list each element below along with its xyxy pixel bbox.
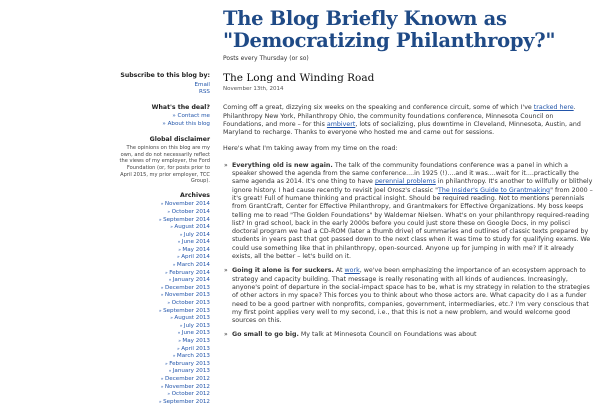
archives-section <box>118 192 210 407</box>
ambivert-link[interactable]: ambivert <box>326 120 356 128</box>
archive-link[interactable]: » September 2013 <box>158 307 210 314</box>
subscribe-heading: Subscribe to this blog by: <box>120 72 210 79</box>
archive-bullet-icon: » <box>165 270 170 276</box>
archive-link[interactable]: » July 2013 <box>179 322 210 329</box>
post-takeaways-list <box>223 162 593 340</box>
contact-me-link[interactable]: » Contact me <box>172 113 210 120</box>
subscribe-section <box>118 72 210 97</box>
work-link[interactable]: work <box>344 267 360 275</box>
main-content <box>223 72 593 346</box>
archive-bullet-icon: » <box>178 339 183 344</box>
subscribe-rss-link[interactable]: RSS <box>199 89 210 96</box>
archive-bullet-icon: » <box>167 209 172 215</box>
archive-link[interactable]: » July 2014 <box>179 231 210 238</box>
archive-link[interactable]: » September 2014 <box>158 216 210 223</box>
archive-link[interactable]: » August 2013 <box>170 315 210 322</box>
archive-link[interactable]: » November 2013 <box>160 292 210 299</box>
blog-title[interactable]: The Blog Briefly Known as "Democratizing Philanthropy?" <box>223 7 556 52</box>
archive-link[interactable]: » September 2012 <box>158 398 210 405</box>
archive-bullet-icon: » <box>167 392 172 398</box>
archive-link[interactable]: » May 2014 <box>178 246 210 253</box>
archive-link[interactable]: » April 2014 <box>177 254 210 261</box>
archive-bullet-icon: » <box>168 278 173 284</box>
archive-bullet-icon: » <box>170 316 175 322</box>
archive-bullet-icon: » <box>158 217 164 223</box>
archive-bullet-icon: » <box>160 384 165 390</box>
archive-link[interactable]: » March 2013 <box>172 353 210 360</box>
archive-link[interactable]: » December 2012 <box>160 375 210 382</box>
archive-bullet-icon: » <box>179 323 184 329</box>
archive-bullet-icon: » <box>172 354 177 360</box>
archive-link[interactable]: » August 2014 <box>170 224 210 231</box>
disclaimer-section <box>118 136 210 185</box>
archive-link[interactable]: » February 2014 <box>165 269 210 276</box>
perennial-problems-link[interactable]: perennial problems <box>374 178 436 186</box>
archive-link[interactable]: » February 2013 <box>165 360 210 367</box>
post-lead: Here's what I'm taking away from my time on the road: <box>223 145 398 153</box>
archive-link[interactable]: » January 2013 <box>168 368 210 375</box>
blog-header <box>223 8 593 62</box>
archives-list <box>118 201 210 406</box>
archive-link[interactable]: » November 2014 <box>160 201 210 208</box>
archive-link[interactable]: » October 2014 <box>167 208 210 215</box>
archive-bullet-icon: » <box>160 202 165 208</box>
post-date: November 13th, 2014 <box>223 86 284 92</box>
subscribe-email-link[interactable]: Email <box>194 81 210 88</box>
about-this-blog-link[interactable]: » About this blog <box>162 120 210 127</box>
tracked-here-link[interactable]: tracked here <box>533 104 574 112</box>
archive-link[interactable]: » June 2013 <box>177 330 210 337</box>
archive-bullet-icon: » <box>177 255 182 261</box>
list-item: » Everything old is new again. The talk of the community foundations conference was a panel in which a speaker showed the agenda from the same conference....in 1925 (!)....and it was....wait for it....practically the same agenda as 2014. It's one thing to have perennial problems in philanthropy. It's another to willfully or blithely ignore history. I had cause recently to revisit Joel Orosz's classic "The Insider's Guide to Grantmaking" from 2000 – it's great! Full of humane thinking and practical insight. Should be required reading. Not to mentions perennials from GrantCraft, Center for Effective Philanthropy, and Grantmakers for Effective Organizations. My boss keeps telling me to read "The Golden Foundations" by Waldemar Nielsen. What's on your philanthropy required-reading list? In grad school, back in the early 2000s before you could just store these on Google Docs, in my polisci doctoral program we had a CD-ROM (later a thumb drive) of summaries and outlines of classic texts prepared by students in years past that got passed down to the next class when it was time to study for qualifying exams. We could use something like that in philanthropy, open-sourced. Anyone up for jumping in with me? If it already exists, all the better – let's build on it. <box>223 162 593 262</box>
archive-bullet-icon: » <box>179 232 184 238</box>
archive-bullet-icon: » <box>158 399 164 405</box>
archive-link[interactable]: » May 2013 <box>178 338 210 344</box>
archive-bullet-icon: » <box>178 247 183 253</box>
archive-link[interactable]: » March 2014 <box>172 262 210 269</box>
whats-the-deal-section <box>118 104 210 129</box>
archive-bullet-icon: » <box>177 240 182 246</box>
archive-bullet-icon: » <box>177 331 182 337</box>
archive-link[interactable]: » June 2014 <box>177 239 210 246</box>
disclaimer-heading: Global disclaimer <box>149 135 210 143</box>
archive-bullet-icon: » <box>168 369 173 375</box>
archive-bullet-icon: » <box>167 301 172 307</box>
archive-bullet-icon: » <box>170 225 175 231</box>
archive-link[interactable]: » January 2014 <box>168 277 210 284</box>
blog-description: Posts every Thursday (or so) <box>223 55 309 62</box>
archive-link[interactable]: » December 2013 <box>160 284 210 291</box>
archive-bullet-icon: » <box>160 376 165 382</box>
list-item: » Going it alone is for suckers. At work, we've been emphasizing the importance of an ecosystem approach to strategy and capacity building. That message is really resonating with all kinds of audiences. Increasingly, anyone's point of departure in the social-impact space has to be, what is my strategy in relation to the strategies of other actors in my space? This forces you to think about who those actors are. What capacity do I as a funder need to be a good partner with nonprofits, companies, government, intermediaries, etc.? I'm very conscious that my first point applies very well to my second, i.e., that this is not a new problem, and would welcome good sources on this. <box>223 267 593 325</box>
archive-link[interactable]: » October 2013 <box>167 300 210 307</box>
archive-bullet-icon: » <box>172 263 177 269</box>
archive-bullet-icon: » <box>160 285 165 291</box>
archive-link[interactable]: » April 2013 <box>177 345 210 352</box>
sidebar <box>118 72 210 413</box>
post-intro: Coming off a great, dizzying six weeks on the speaking and conference circuit, some of which I've tracked here. Philanthropy New York, Philanthropy Ohio, the community foundations conference, Minnesota Council on Foundations, and more – for this ambivert, lots of socializing, plus downtime in Cleveland, Minnesota, Austin, and Maryland to recharge. Thanks to everyone who hosted me and came out for sessions. <box>223 104 581 137</box>
whats-the-deal-heading: What's the deal? <box>151 103 210 111</box>
list-item: » Go small to go big. My talk at Minnesota Council on Foundations was about <box>223 331 593 339</box>
archive-bullet-icon: » <box>165 361 170 367</box>
post-title[interactable]: The Long and Winding Road <box>223 72 375 84</box>
archives-heading: Archives <box>180 191 210 199</box>
archive-bullet-icon: » <box>160 293 165 299</box>
archive-bullet-icon: » <box>158 308 164 314</box>
archive-bullet-icon: » <box>177 346 182 352</box>
insiders-guide-link[interactable]: The Insider's Guide to Grantmaking <box>438 186 551 194</box>
disclaimer-text: The opinions on this blog are my own, and do not necessarily reflect the views of my employer, the Ford Foundation (or, for posts prior to April 2015, my prior employer, TCC Group). <box>119 145 210 185</box>
archive-link[interactable]: » October 2012 <box>167 391 210 398</box>
archive-link[interactable]: » November 2012 <box>160 383 210 390</box>
